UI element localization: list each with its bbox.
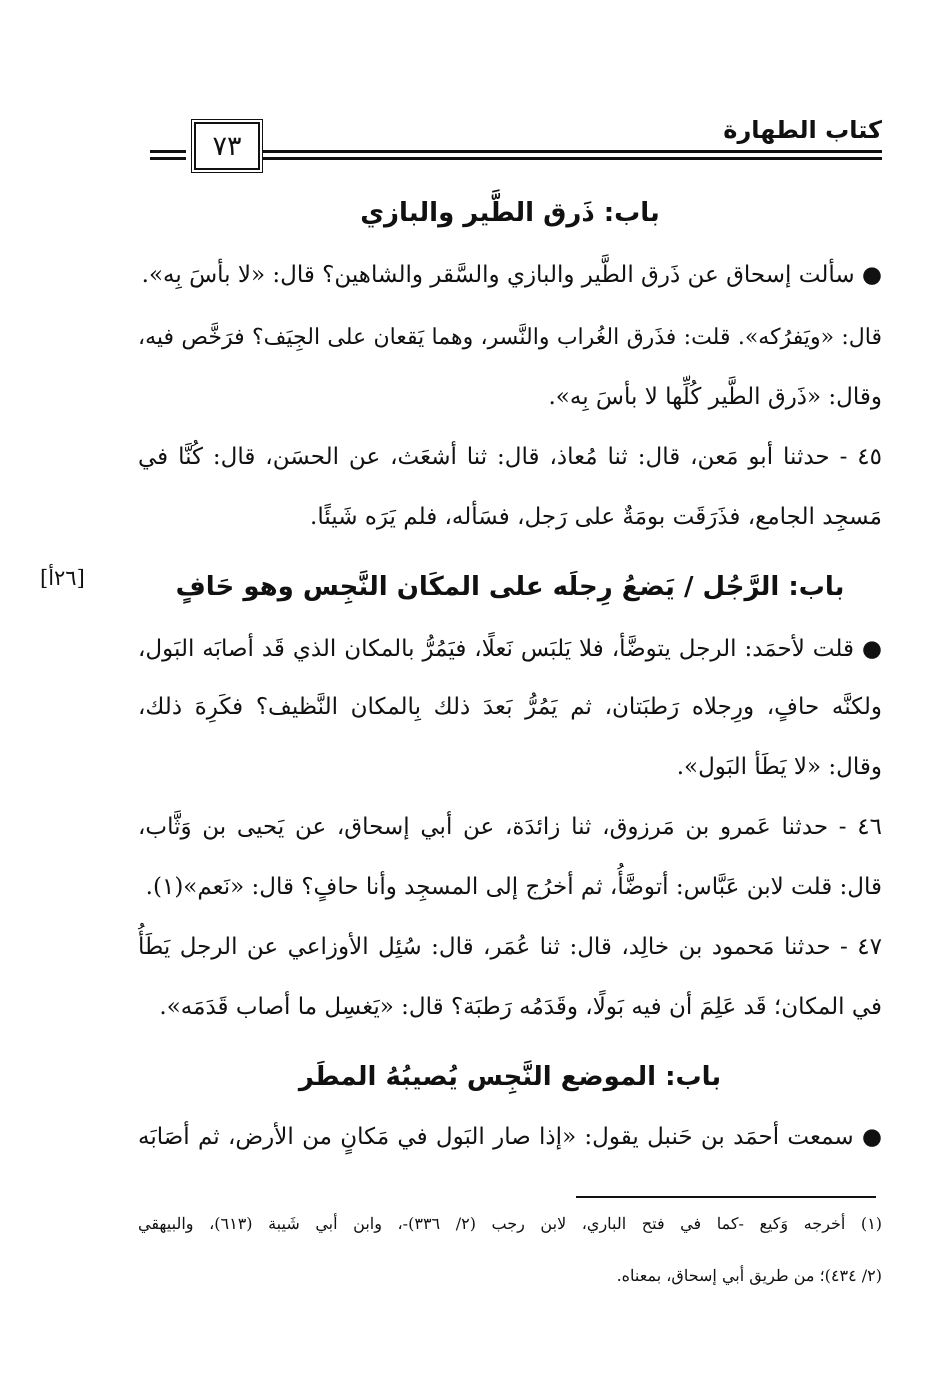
text-line: في المكان؛ قَد عَلِمَ أن فيه بَولًا، وقَدَمُه رَطبَة؟ قال: «يَغسِل ما أصاب قَدَمَه».	[159, 994, 882, 1020]
text-line: ٤٦ - حدثنا عَمرو بن مَرزوق، ثنا زائدَة، عن أبي إسحاق، عن يَحيى بن وَثَّاب،	[138, 814, 882, 840]
text-line: ٤٧ - حدثنا مَحمود بن خالِد، قال: ثنا عُمَر، قال: سُئِل الأوزاعي عن الرجل يَطَأُ	[138, 934, 882, 960]
text-line: ● سمعت أحمَد بن حَنبل يقول: «إذا صار البَول في مَكانٍ من الأرض، ثم أصَابَه	[138, 1124, 882, 1150]
text-line: ● قلت لأحمَد: الرجل يتوضَّأ، فلا يَلبَس نَعلًا، فيَمُرُّ بالمكان الذي قَد أصابَه البَول،	[138, 636, 882, 662]
text-line: مَسجِد الجامع، فذَرَقَت بومَةٌ على رَجل، فسَأله، فلم يَرَه شَيئًا.	[310, 504, 882, 530]
section-heading: باب: ذَرق الطَّير والبازي	[360, 198, 660, 228]
header-short-rule	[150, 150, 186, 160]
section-heading: باب: الموضع النَّجِس يُصيبُهُ المطَر	[298, 1062, 722, 1092]
text-line: قال: «ويَفرُكه». قلت: فذَرق الغُراب والنَّسر، وهما يَقعان على الجِيَف؟ فرَخَّص فيه،	[138, 325, 882, 350]
section-heading: باب: الرَّجُل / يَضعُ رِجلَه على المكَان النَّجِس وهو حَافٍ	[175, 572, 845, 602]
footnote-rule	[576, 1196, 876, 1198]
text-line: ولكنَّه حافٍ، ورِجلاه رَطبَتان، ثم يَمُرُّ بَعدَ ذلك بِالمكان النَّظيف؟ فكَرِهَ ذلك،	[138, 694, 882, 720]
page-number-box: ٧٣	[194, 122, 260, 170]
text-line: ٤٥ - حدثنا أبو مَعن، قال: ثنا مُعاذ، قال: ثنا أشعَث، عن الحسَن، قال: كُنَّا في	[138, 444, 882, 470]
footnote-line: (١) أخرجه وَكيع -كما في فتح الباري، لابن رجب (٢/ ٣٣٦)-، وابن أبي شَيبة (٦١٣)، والبيهقي	[138, 1214, 883, 1233]
text-line: قال: قلت لابن عَبَّاس: أتوضَّأُ، ثم أخرُج إلى المسجِد وأنا حافٍ؟ قال: «نَعم»(١).	[145, 874, 882, 900]
text-line: وقال: «ذَرق الطَّير كُلِّها لا بأسَ بِه».	[548, 384, 882, 410]
footnote-line: (٢/ ٤٣٤)؛ من طريق أبي إسحاق، بمعناه.	[616, 1266, 882, 1285]
text-line: وقال: «لا يَطَأ البَول».	[676, 754, 882, 780]
running-header-title: كتاب الطهارة	[723, 116, 882, 144]
manuscript-folio-ref: [٢٦أ]	[40, 566, 85, 590]
text-line: ● سألت إسحاق عن ذَرق الطَّير والبازي والسَّقر والشاهين؟ قال: «لا بأسَ بِه».	[141, 262, 882, 288]
header-double-rule	[262, 150, 882, 160]
